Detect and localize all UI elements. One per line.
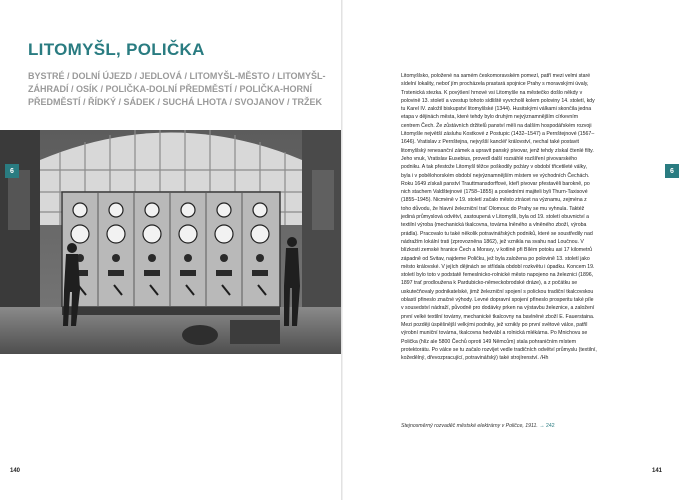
chapter-tab: 6 [665,164,679,178]
caption-text: Stejnosměrný rozvaděč městské elektrárny v Poličce, 1911. [401,423,538,429]
place-list: BYSTRÉ / DOLNÍ ÚJEZD / JEDLOVÁ / LITOMYŠL-MĚSTO / LITOMYŠL-ZÁHRADÍ / OSÍK / POLIČKA-DOLNÍ PŘEDMĚSTÍ / POLIČKA-HORNÍ PŘEDMĚSTÍ / ŘÍDKÝ / SÁDEK / SUCHÁ LHOTA / SVOJANOV / TRŽEK [28,71,326,107]
chapter-title: LITOMYŠL, POLIČKA [28,40,205,59]
left-page [0,0,342,500]
photo-caption [401,423,641,429]
page-number: 141 [652,468,663,474]
right-page [343,0,685,500]
archival-photo-power-plant-switchboard [0,130,342,354]
chapter-tab: 6 [5,164,19,178]
page-number: 140 [10,468,21,474]
caption-cross-reference: → 242 [539,423,555,429]
body-text: Litomyšlsko, položené na samém českomoravském pomezí, patří mezi velmi staré sídelní lokality, neboť jím procházela prastará spojnice Prahy s moravskými úvaly, Trstenická stezka. K povýšení hrnové vsi Litomyšle na městečko došlo někdy v polovině 13. století a vzestup tohoto sídliště vyvrcholil kolem poloviny 14. století, kdy tu Karel IV. založil biskupství litomyšlské (1344). Husitskými válkami skončila jedna etapa v dějinách města, které tehdy bylo druhým nejvýznamnějším církevním centrem Čech. Že zůstávních držitelů panství měli na dalším hospodářském rozvoji Litomyšle největší zásluhu Kostkové z Postupic (1432–1547) a Pernštejnové (1567–1646). Vratislav z Pernštejna, nejvyšší kancléř království, nechal také postavit litomyšlský renesanční zámek a upravit panský pivovar, jenž tehdy získal čtenlé filty. Jeho vnuk, Vratislav Eusebius, provedl další rozsáhlé rozšíření pivovarského podniku. A tak přestože Litomyšl těžce poškodily požáry v období třicetileté války, byla i v pobělohorském období nejvýznamnějším místem ve východních Čechách. Roku 1649 získali panství Trauttmansdorffové, kteří pivovar přestavěli barokně, po nich stachem Valdštejnové (1758–1855) a posledními majiteli byli Thurn-Taxisové (1855–1945). Nicméně v 19. století začalo město ztrácet na významu, zejména z toho důvodu, že hlavní železniční trať Olomouc do Prahy se mu vyhnula. Taktéž jediná průmyslová odvětví, zastoupená v Litomyšli, byla od 19. století obuvnictví a textilní výroba (mechanická tkalcovna, továrna lněného a vlněného zboží, výroba prádla). Pracovalo tu také několik potravinářských podniků, které se soustředily nad nádražím lokální trati (zprovozněna 1862), jež vznikla na svahu nad Loučnou. V blízkosti zemské hranice Čech a Moravy, v kotlině při Bílém potoku asi 17 kilometrů západně od Svitav, najdeme Poličku, jež byla založena po polovině 13. století jako město královské. V jejích dějinách se střídala období rozkvětu i úpadku. Koncem 19. století bylo toto v podstatě řemeslnicko-rolnické město napojeno na železnici (1896, 1897 trať prodloužena k Pardubicko-německobrodské dráze), a z počátku se uskutečňovaly podnikatelské, jimž železniční spojení s polickou tradiční tkalcovskou oblastí přineslo značné výhody. Levné dopravní spojení přineslo prosperitu také píle v sousedství nádraží, původně pro dodávky prken na výstavbu železnice, a založení první velké textilní továrny, mechanické tkalcovny na bavlněné zboží E. Fauerstaina. Mezi později úspěšnější velkými podniky, jež vznikly po první světové válce, patřil výrobní muniční továrna, tkalcovna hedvábí a rolnická mlékárna. Po Mnichovu se Polička (hlíz ale 5800 Čechů oproti 149 Němcům) stala pohraničním místem protektorátu. Po válce se tu začalo rozvíjet vedle tradičních odvětví průmyslu (textilní, kožedělný, dřevozpracující, potravinářský) také strojírenství. /Hh [401,73,597,362]
photo-illustration [0,130,342,354]
